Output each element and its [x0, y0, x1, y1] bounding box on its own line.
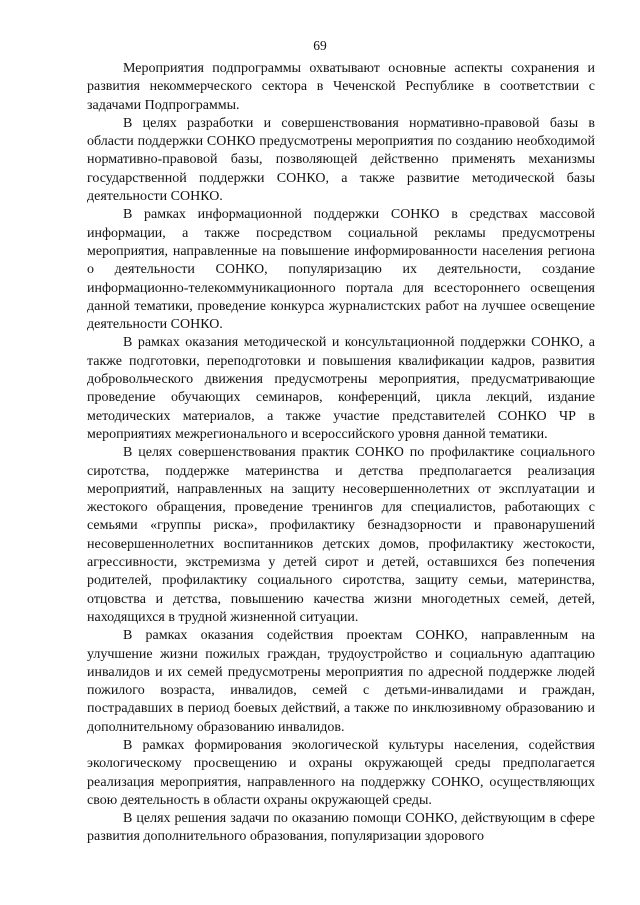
paragraph-regulatory-base: В целях разработки и совершенствования нормативно-правовой базы в области поддержки СОНКО предусмотрены мероприятия по созданию необходимой нормативно-правовой базы, позволяющей действенно применять механизмы государственной поддержки СОНКО, а также развитие методической базы деятельности СОНКО. — [87, 115, 595, 205]
paragraph-additional-education: В целях решения задачи по оказанию помощи СОНКО, действующим в сфере развития дополнительного образования, популяризации здорового — [87, 811, 595, 845]
paragraph-methodical-support: В рамках оказания методической и консультационной поддержки СОНКО, а также подготовки, переподготовки и повышения квалификации кадров, развития добровольческого движения предусмотрены мероприятия, предусматривающие проведение обучающих семинаров, конференций, цикла лекций, издание методических материалов, а также участие представителей СОНКО ЧР в мероприятиях межрегионального и всероссийского уровня данной тематики. — [87, 335, 595, 442]
paragraph-elderly-disabled-support: В рамках оказания содействия проектам СОНКО, направленным на улучшение жизни пожилых граждан, трудоустройство и социальную адаптацию инвалидов и их семей предусмотрены мероприятия по адресной поддержке людей пожилого возраста, инвалидов, семей с детьми-инвалидами и граждан, пострадавших в период боевых действий, а также по инклюзивному образованию и дополнительному образованию инвалидов. — [87, 628, 595, 735]
page-number: 69 — [313, 38, 327, 53]
paragraph-orphanhood-prevention: В целях совершенствования практик СОНКО по профилактике социального сиротства, поддержке материнства и детства предполагается реализация мероприятий, направленных на защиту несовершеннолетних от эксплуатации и жестокого обращения, проведение тренингов для специалистов, работающих с семьями «группы риска», профилактику безнадзорности и правонарушений несовершеннолетних воспитанников детских домов, профилактику жестокости, агрессивности, экстремизма у детей сирот и детей, оставшихся без попечения родителей, профилактику социального сиротства, защиту семьи, материнства, отцовства и детства, повышению качества жизни многодетных семей, детей, находящихся в трудной жизненной ситуации. — [87, 445, 595, 625]
paragraph-ecological-culture: В рамках формирования экологической культуры населения, содействия экологическому просвещению и охраны окружающей среды предполагается реализация мероприятия, направленного на поддержку СОНКО, осуществляющих свою деятельность в области охраны окружающей среды. — [87, 737, 595, 808]
document-body — [87, 60, 595, 847]
paragraph-subprogram-aspects: Мероприятия подпрограммы охватывают основные аспекты сохранения и развития некоммерческого сектора в Чеченской Республике в соответствии с задачами Подпрограммы. — [87, 61, 595, 113]
paragraph-information-support: В рамках информационной поддержки СОНКО в средствах массовой информации, а также посредством социальной рекламы предусмотрены мероприятия, направленные на повышение информированности населения региона о деятельности СОНКО, популяризацию их деятельности, создание информационно-телекоммуникационного портала для всестороннего освещения данной тематики, проведение конкурса журналистских работ на лучшее освещение деятельности СОНКО. — [87, 207, 595, 333]
